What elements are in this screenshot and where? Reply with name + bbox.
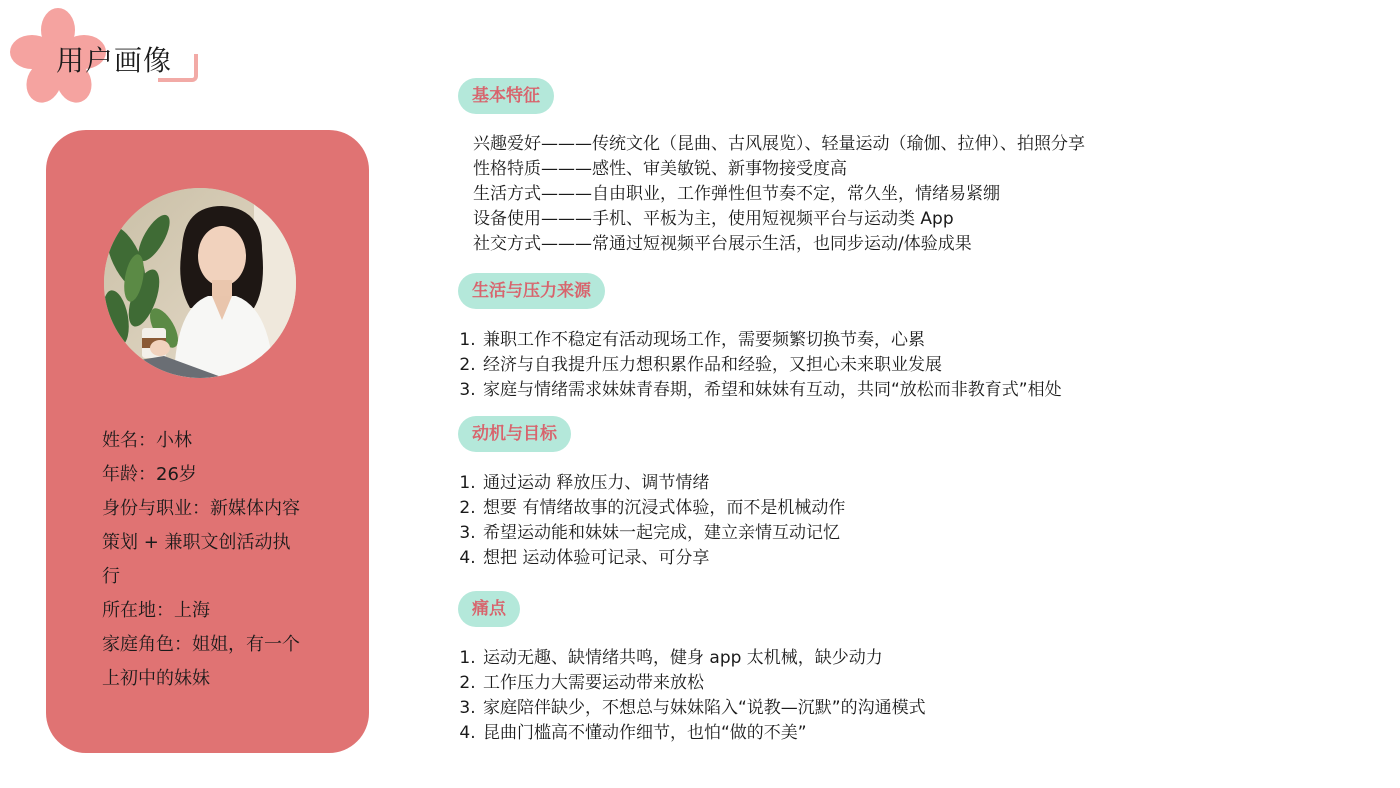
- profile-info: [102, 424, 342, 696]
- page-title: 用户画像: [56, 44, 173, 77]
- motivation-list: [453, 471, 845, 571]
- avatar: [104, 188, 296, 378]
- profile-occupation-cont2: 行: [102, 566, 120, 587]
- profile-occupation-cont: 策划 + 兼职文创活动执: [102, 532, 291, 553]
- list-item: 3. 希望运动能和妹妹一起完成，建立亲情互动记忆: [481, 521, 845, 546]
- section-tag-basic: 基本特征: [458, 78, 554, 114]
- section-tag-pressure: 生活与压力来源: [458, 273, 605, 309]
- pain-points-list: [453, 646, 926, 746]
- profile-family-role: 家庭角色：姐姐，有一个: [102, 634, 300, 655]
- list-item: 2. 工作压力大需要运动带来放松: [481, 671, 926, 696]
- trait-line: 生活方式———自由职业，工作弹性但节奏不定，常久坐，情绪易紧绷: [473, 184, 1000, 204]
- profile-family-role-cont: 上初中的妹妹: [102, 668, 210, 689]
- profile-occupation: 身份与职业：新媒体内容: [102, 498, 300, 519]
- list-item: 2. 想要 有情绪故事的沉浸式体验，而不是机械动作: [481, 496, 845, 521]
- list-item: 4. 昆曲门槛高不懂动作细节，也怕“做的不美”: [481, 721, 926, 746]
- avatar-photo: [104, 188, 296, 378]
- trait-line: 设备使用———手机、平板为主，使用短视频平台与运动类 App: [473, 209, 954, 229]
- list-item: 3. 家庭与情绪需求妹妹青春期，希望和妹妹有互动，共同“放松而非教育式”相处: [481, 378, 1062, 403]
- profile-location: 所在地：上海: [102, 600, 210, 621]
- list-item: 1. 运动无趣、缺情绪共鸣，健身 app 太机械，缺少动力: [481, 646, 926, 671]
- trait-line: 性格特质———感性、审美敏锐、新事物接受度高: [473, 159, 847, 179]
- profile-name: 姓名：小林: [102, 430, 192, 451]
- list-item: 3. 家庭陪伴缺少，不想总与妹妹陷入“说教—沉默”的沟通模式: [481, 696, 926, 721]
- list-item: 1. 兼职工作不稳定有活动现场工作，需要频繁切换节奏，心累: [481, 328, 1062, 353]
- list-item: 2. 经济与自我提升压力想积累作品和经验，又担心未来职业发展: [481, 353, 1062, 378]
- profile-card: [46, 130, 369, 753]
- pressure-list: [453, 328, 1062, 403]
- trait-line: 社交方式———常通过短视频平台展示生活，也同步运动/体验成果: [473, 234, 972, 254]
- section-tag-pain-points: 痛点: [458, 591, 520, 627]
- section-tag-motivation: 动机与目标: [458, 416, 571, 452]
- trait-line: 兴趣爱好———传统文化（昆曲、古风展览）、轻量运动（瑜伽、拉伸）、拍照分享: [473, 134, 1085, 154]
- list-item: 4. 想把 运动体验可记录、可分享: [481, 546, 845, 571]
- basic-traits-list: [473, 132, 1085, 257]
- list-item: 1. 通过运动 释放压力、调节情绪: [481, 471, 845, 496]
- profile-age: 年龄：26岁: [102, 464, 197, 485]
